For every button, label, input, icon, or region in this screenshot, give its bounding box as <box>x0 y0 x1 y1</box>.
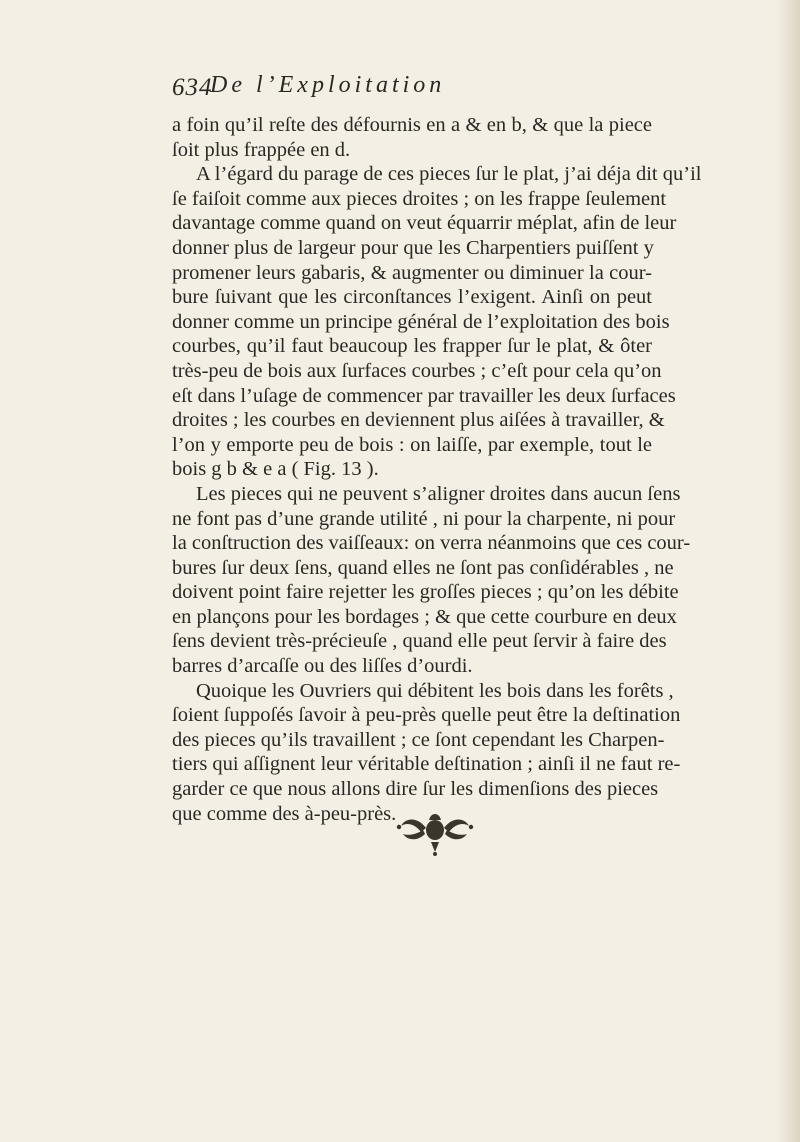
text-line: Quoique les Ouvriers qui débitent les bois dans les forêts , <box>196 679 674 702</box>
text-line: bure ſuivant que les circonſtances l’exigent. Ainſi on peut <box>172 286 652 309</box>
text-line: davantage comme quand on veut équarrir méplat, afin de leur <box>172 212 677 235</box>
text-line: A l’égard du parage de ces pieces ſur le plat, j’ai déja dit qu’il <box>196 163 702 186</box>
text-line: l’on y emporte peu de bois : on laiſſe, par exemple, tout le <box>172 433 652 456</box>
text-line: des pieces qu’ils travaillent ; ce ſont cependant les Charpen- <box>172 728 665 751</box>
text-line: ne font pas d’une grande utilité , ni pour la charpente, ni pour <box>172 507 676 530</box>
text-line: donner comme un principe général de l’exploitation des bois <box>172 310 670 333</box>
text-line: a foin qu’il reſte des défournis en a & en b, & que la piece <box>172 114 652 136</box>
text-line: barres d’arcaſſe ou des liſſes d’ourdi. <box>172 655 473 678</box>
text-line: doivent point faire rejetter les groſſes pieces ; qu’on les débite <box>172 581 679 604</box>
text-line: ſe faiſoit comme aux pieces droites ; on les frappe ſeulement <box>172 187 667 210</box>
text-line: donner plus de largeur pour que les Charpentiers puiſſent y <box>172 236 654 259</box>
text-line: tiers qui aſſignent leur véritable deſtination ; ainſi il ne faut re- <box>172 753 681 776</box>
text-line: promener leurs gabaris, & augmenter ou diminuer la cour- <box>172 261 652 284</box>
text-line: garder ce que nous allons dire ſur les dimenſions des pieces <box>172 778 659 801</box>
text-line: droites ; les courbes en deviennent plus aiſées à travailler, & <box>172 409 665 432</box>
running-title: De l’Exploitation <box>210 72 446 98</box>
page-number: 634 <box>172 74 213 101</box>
page-header <box>172 72 652 108</box>
text-line: très-peu de bois aux ſurfaces courbes ; c’eſt pour cela qu’on <box>172 359 662 382</box>
body-text <box>172 113 702 826</box>
text-line: Les pieces qui ne peuvent s’aligner droites dans aucun ſens <box>196 482 681 505</box>
page-edge-shadow <box>776 0 800 1142</box>
text-line: ſoit plus frappée en d. <box>172 138 351 161</box>
text-line: bois g b & e a ( Fig. 13 ). <box>172 458 379 481</box>
text-line: la conſtruction des vaiſſeaux: on verra néanmoins que ces cour- <box>172 532 691 555</box>
text-line: en plançons pour les bordages ; & que cette courbure en deux <box>172 605 677 628</box>
text-line: courbes, qu’il faut beaucoup les frapper ſur le plat, & ôter <box>172 335 652 358</box>
text-line: ſoient ſuppoſés ſavoir à peu-près quelle peut être la deſtination <box>172 704 681 727</box>
fleuron-ornament-icon <box>395 808 475 858</box>
text-line: ſens devient très-précieuſe , quand elle peut ſervir à faire des <box>172 630 667 653</box>
text-line: eſt dans l’uſage de commencer par travailler les deux ſurfaces <box>172 384 676 407</box>
text-line: que comme des à-peu-près. <box>172 802 397 825</box>
text-line: bures ſur deux ſens, quand elles ne ſont pas conſidérables , ne <box>172 556 674 579</box>
